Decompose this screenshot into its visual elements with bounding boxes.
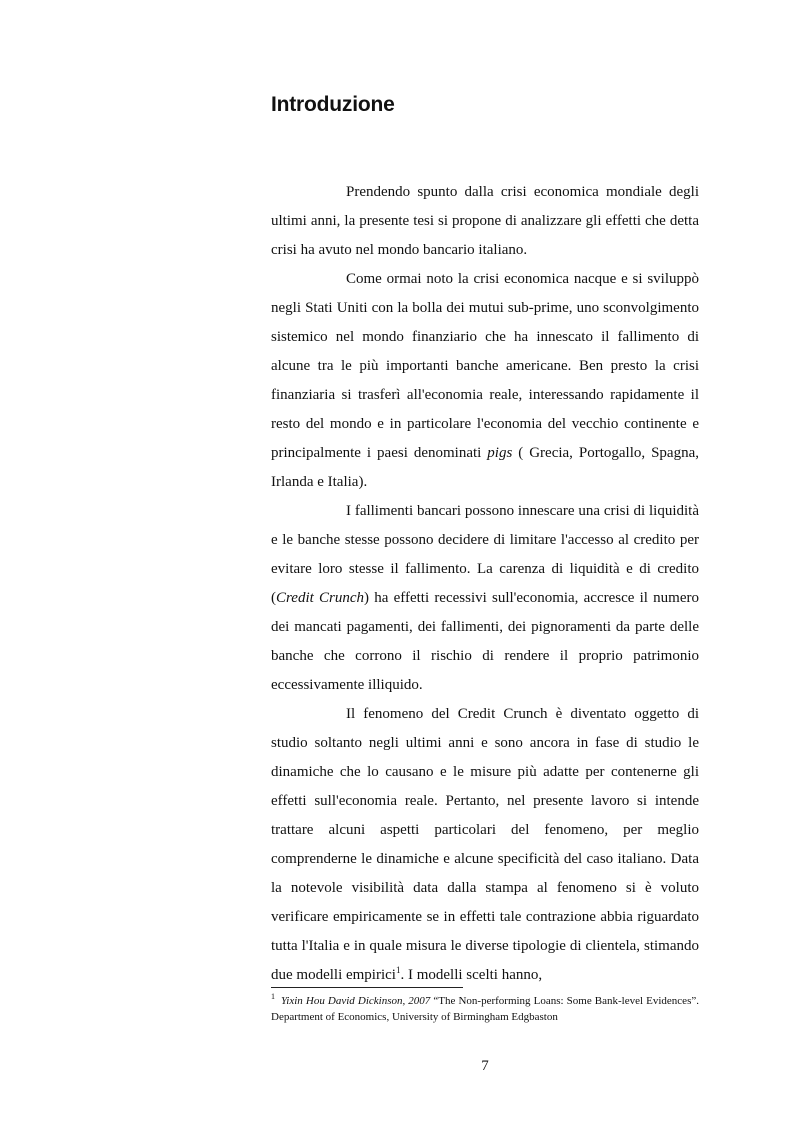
italic-term: pigs <box>487 445 513 461</box>
footnote <box>271 993 699 1025</box>
italic-term: Credit Crunch <box>276 590 364 606</box>
page-number: 7 <box>481 1058 489 1074</box>
footnote-authors: Yixin Hou David Dickinson, 2007 <box>281 995 431 1007</box>
footnote-mark: 1 <box>271 992 275 1002</box>
paragraph-1 <box>271 178 699 265</box>
paragraph-text: . I modelli scelti hanno, <box>400 967 543 983</box>
section-heading: Introduzione <box>271 93 395 116</box>
paragraph-3 <box>271 497 699 700</box>
body-text <box>271 178 699 990</box>
paragraph-text: ( Grecia, Portogallo, Spagna, Irlanda e Italia). <box>271 445 700 490</box>
footnote-divider <box>271 987 463 988</box>
paragraph-4 <box>271 700 699 990</box>
footnote-text: “The Non-performing Loans: Some Bank-level Evidences”. Department of Economics, University of Birmingham Edgbaston <box>271 995 699 1023</box>
footnote-reference[interactable]: 1 <box>395 965 401 975</box>
paragraph-text: Come ormai noto la crisi economica nacque e si sviluppò negli Stati Uniti con la bolla dei mutui sub-prime, uno sconvolgimento sistemico nel mondo finanziario che ha innescato il fallimento di alcune tra le più importanti banche americane. Ben presto la crisi finanziaria si trasferì all'economia reale, interessando rapidamente il resto del mondo e in particolare l'economia del vecchio continente e principalmente i paesi denominati <box>271 271 699 461</box>
paragraph-text: ) ha effetti recessivi sull'economia, accresce il numero dei mancati pagamenti, dei fallimenti, dei pignoramenti da parte delle banche che corrono il rischio di rendere il proprio patrimonio eccessivamente illiquido. <box>271 590 699 693</box>
paragraph-2 <box>271 265 699 497</box>
paragraph-text: I fallimenti bancari possono innescare una crisi di liquidità e le banche stesse possono decidere di limitare l'accesso al credito per evitare loro stesse il fallimento. La carenza di liquidità e di credito ( <box>271 503 699 606</box>
paragraph-text: Il fenomeno del Credit Crunch è diventato oggetto di studio soltanto negli ultimi anni e sono ancora in fase di studio le dinamiche che lo causano e le misure più adatte per contenerne gli effetti sull'economia reale. Pertanto, nel presente lavoro si intende trattare alcuni aspetti particolari del fenomeno, per meglio comprenderne le dinamiche e alcune specificità del caso italiano. Data la notevole visibilità data dalla stampa al fenomeno si è voluto verificare empiricamente se in effetti tale contrazione abbia riguardato tutta l'Italia e in quale misura le diverse tipologie di clientela, stimando due modelli empirici <box>271 706 699 983</box>
paragraph-text: Prendendo spunto dalla crisi economica mondiale degli ultimi anni, la presente tesi si propone di analizzare gli effetti che detta crisi ha avuto nel mondo bancario italiano. <box>271 184 699 258</box>
